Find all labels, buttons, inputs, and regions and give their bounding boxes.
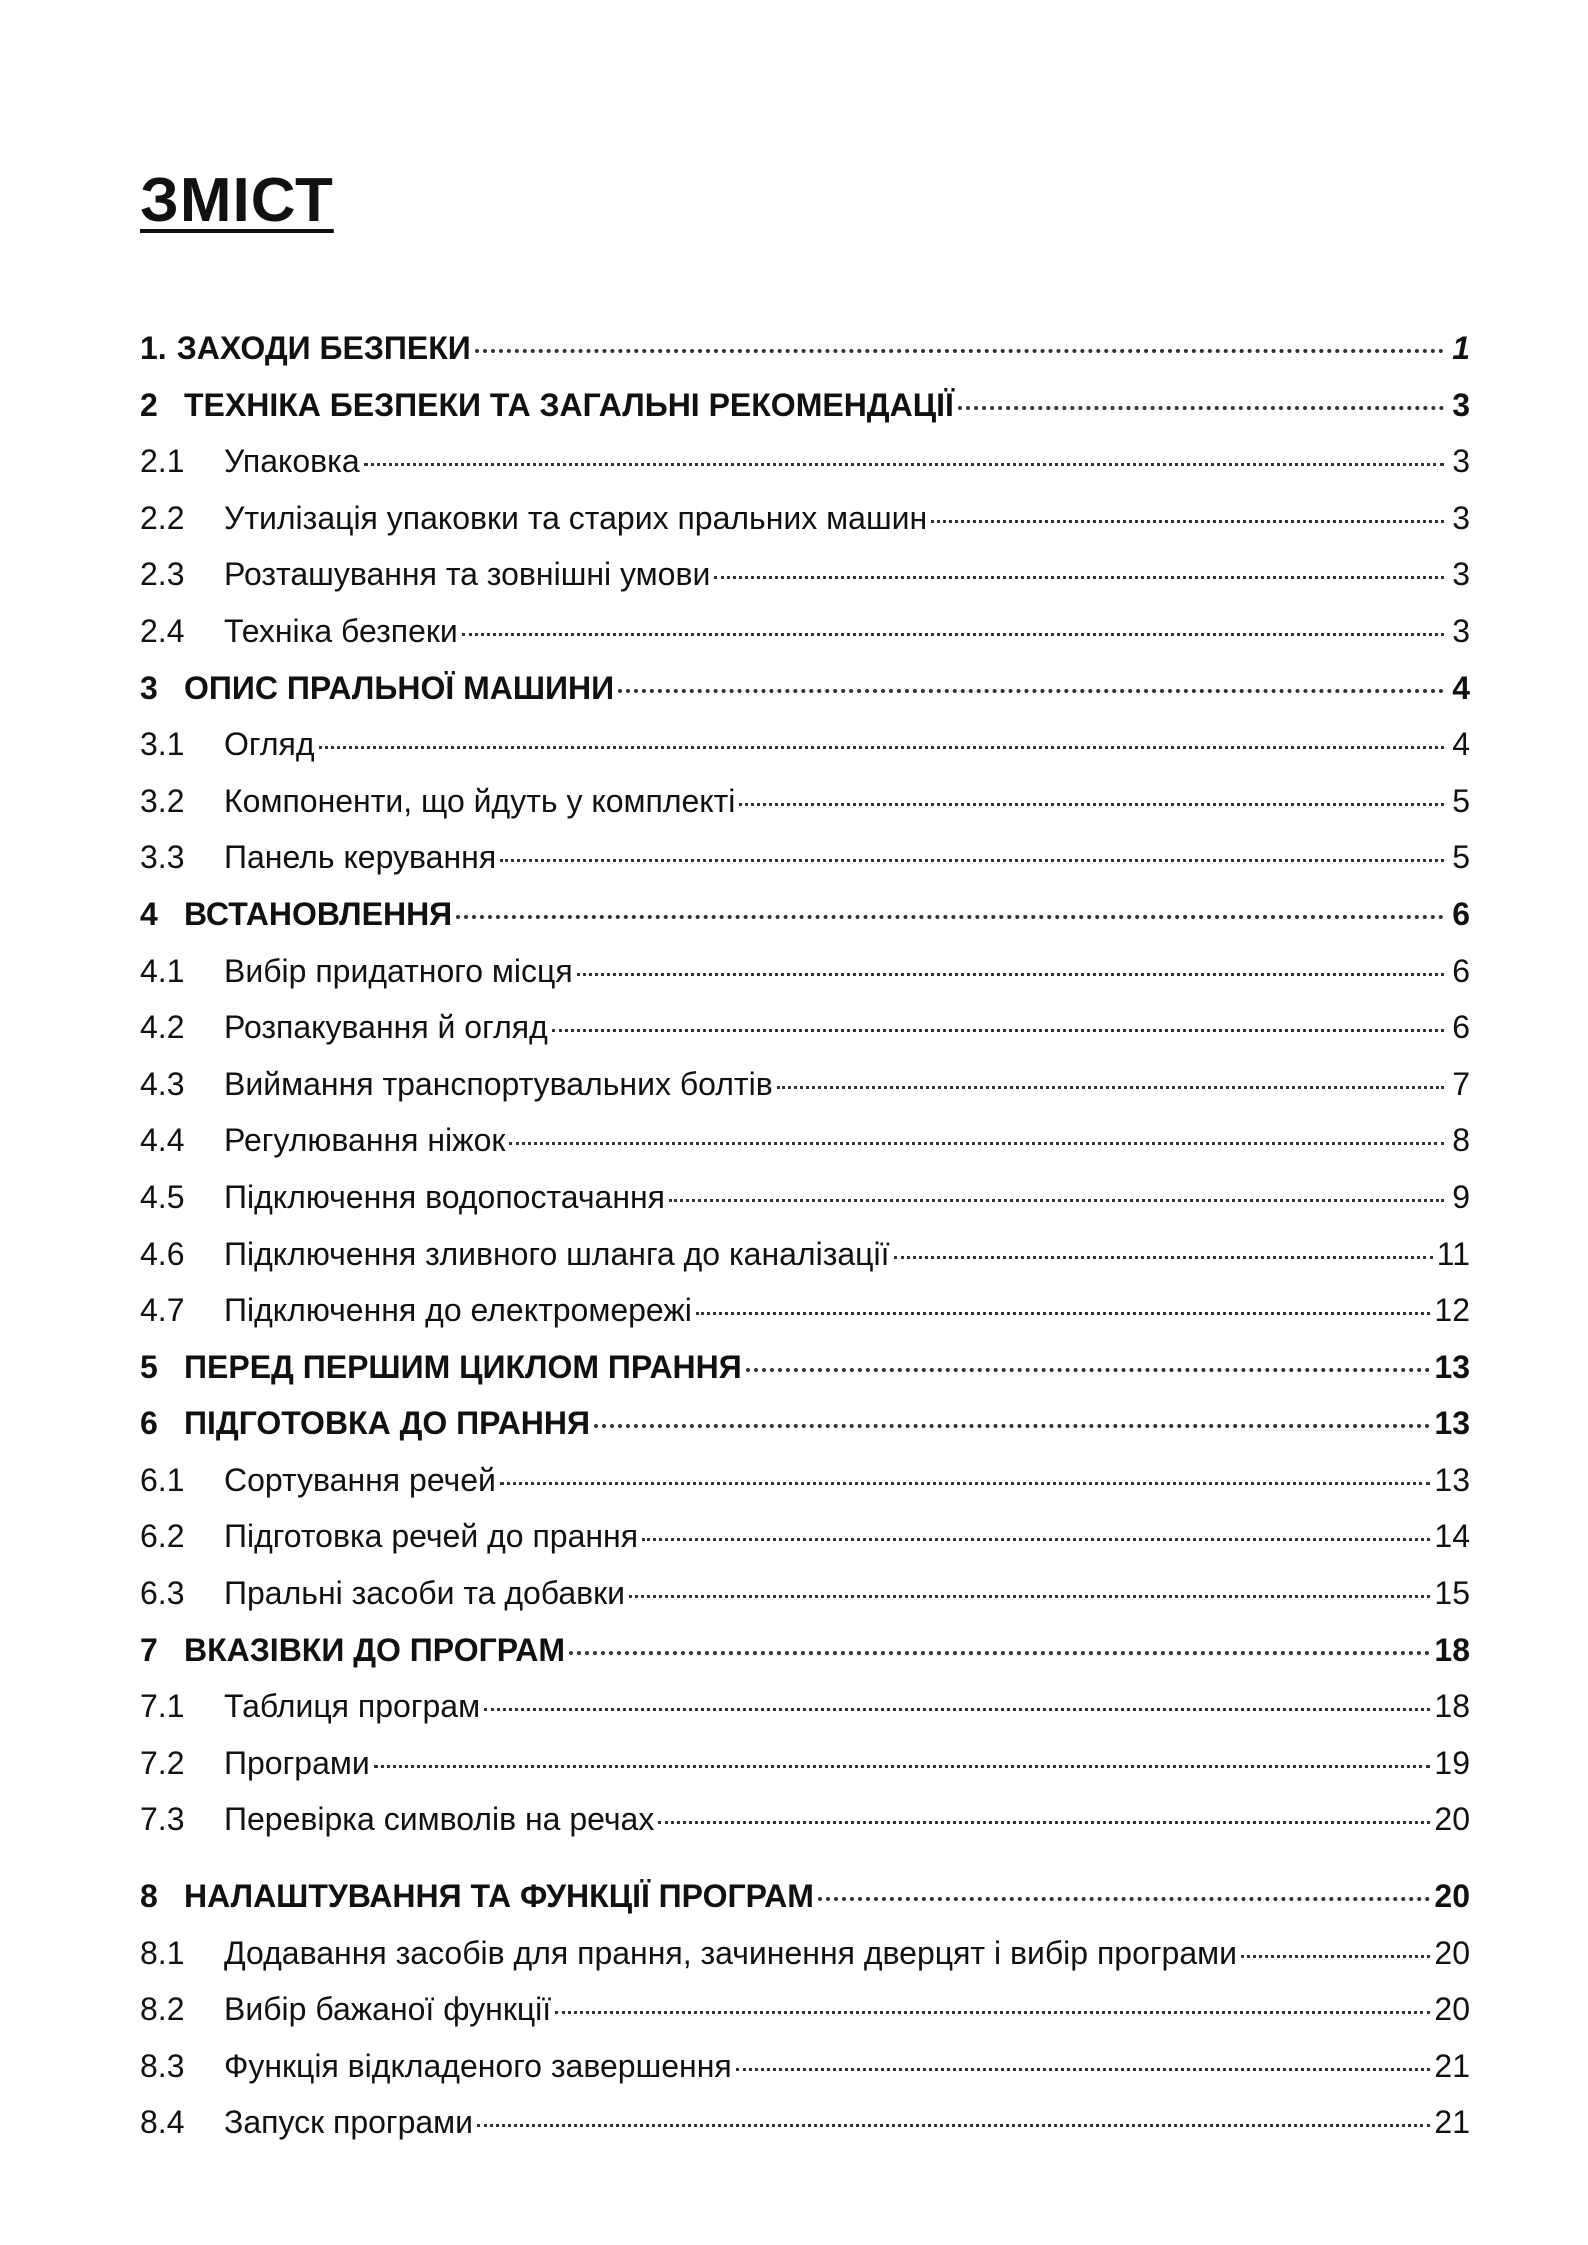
toc-entry-label: Вибір бажаної функції — [224, 1991, 552, 2028]
toc-dot-leader — [577, 973, 1444, 976]
toc-entry-label: ПІДГОТОВКА ДО ПРАННЯ — [184, 1405, 591, 1442]
toc-entry-page-number: 4 — [1452, 669, 1470, 706]
toc-entry-label: Сортування речей — [224, 1461, 496, 1498]
toc-dot-leader — [462, 633, 1444, 636]
toc-dot-leader — [509, 1142, 1444, 1145]
toc-entry-number: 8.2 — [140, 1991, 185, 2028]
toc-entry-label: Регулювання ніжок — [224, 1122, 506, 1159]
toc-entry-page-number: 9 — [1452, 1178, 1470, 1215]
toc-entry-label: Розташування та зовнішні умови — [224, 556, 711, 593]
toc-entry-page-number: 13 — [1434, 1461, 1470, 1498]
toc-entry-label: ТЕХНІКА БЕЗПЕКИ ТА ЗАГАЛЬНІ РЕКОМЕНДАЦІЇ — [184, 386, 954, 423]
toc-entry-number: 6 — [140, 1405, 158, 1442]
toc-entry-page-number: 3 — [1452, 612, 1470, 649]
toc-entry-page-number: 3 — [1452, 443, 1470, 480]
toc-dot-leader — [484, 1708, 1430, 1711]
toc-entry-number: 7.1 — [140, 1688, 185, 1725]
toc-subsection-row — [140, 1009, 1470, 1066]
toc-dot-leader — [569, 1651, 1430, 1655]
toc-entry-label: Вибір придатного місця — [224, 952, 573, 989]
toc-entry-page-number: 6 — [1452, 952, 1470, 989]
toc-subsection-row — [140, 1935, 1470, 1992]
toc-entry-page-number: 20 — [1434, 1878, 1470, 1915]
toc-entry-label: Додавання засобів для прання, зачинення дверцят і вибір програми — [224, 1934, 1237, 1971]
toc-section-row — [140, 896, 1470, 953]
toc-subsection-row — [140, 1745, 1470, 1802]
toc-dot-leader — [958, 406, 1444, 410]
toc-entry-number: 4.4 — [140, 1122, 185, 1159]
toc-dot-leader — [364, 463, 1444, 466]
toc-subsection-row — [140, 726, 1470, 783]
toc-entry-label: Огляд — [224, 726, 315, 763]
toc-entry-number: 4.3 — [140, 1065, 185, 1102]
toc-dot-leader — [1241, 1955, 1430, 1958]
toc-entry-number: 3.2 — [140, 782, 185, 819]
toc-dot-leader — [374, 1765, 1431, 1768]
toc-entry-label: НАЛАШТУВАННЯ ТА ФУНКЦІЇ ПРОГРАМ — [184, 1878, 814, 1915]
toc-section-row — [140, 387, 1470, 444]
toc-subsection-row — [140, 1236, 1470, 1293]
toc-entry-page-number: 11 — [1436, 1235, 1470, 1272]
toc-entry-page-number: 4 — [1452, 726, 1470, 763]
toc-dot-leader — [475, 349, 1444, 353]
toc-entry-number: 7.3 — [140, 1801, 185, 1838]
toc-entry-number: 4.7 — [140, 1292, 185, 1329]
toc-subsection-row — [140, 1801, 1470, 1858]
toc-dot-leader — [477, 2124, 1430, 2127]
toc-section-row — [140, 1632, 1470, 1689]
toc-entry-page-number: 8 — [1452, 1122, 1470, 1159]
toc-entry-number: 4 — [140, 895, 158, 932]
toc-entry-page-number: 15 — [1434, 1575, 1470, 1612]
toc-dot-leader — [500, 859, 1444, 862]
toc-entry-number: 3 — [140, 669, 158, 706]
toc-subsection-row — [140, 953, 1470, 1010]
toc-dot-leader — [552, 1029, 1444, 1032]
toc-entry-label: Виймання транспортувальних болтів — [224, 1065, 773, 1102]
toc-entry-page-number: 18 — [1434, 1631, 1470, 1668]
toc-entry-number: 8.3 — [140, 2047, 185, 2084]
toc-entry-label: Запуск програми — [224, 2104, 474, 2141]
toc-entry-label: Функція відкладеного завершення — [224, 2047, 732, 2084]
toc-entry-page-number: 19 — [1434, 1744, 1470, 1781]
toc-entry-label: ПЕРЕД ПЕРШИМ ЦИКЛОМ ПРАННЯ — [184, 1348, 742, 1385]
toc-entry-label: Компоненти, що йдуть у комплекті — [224, 782, 736, 819]
toc-subsection-row — [140, 1122, 1470, 1179]
toc-section-row — [140, 1878, 1470, 1935]
toc-entry-page-number: 14 — [1434, 1518, 1470, 1555]
toc-entry-label: ВСТАНОВЛЕННЯ — [184, 895, 453, 932]
toc-entry-page-number: 5 — [1452, 839, 1470, 876]
toc-entry-number: 8.1 — [140, 1934, 185, 1971]
toc-entry-number: 2.2 — [140, 499, 185, 536]
toc-entry-number: 5 — [140, 1348, 158, 1385]
toc-entry-number: 3.3 — [140, 839, 185, 876]
toc-entry-number: 4.1 — [140, 952, 185, 989]
toc-entry-label: Панель керування — [224, 839, 497, 876]
toc-dot-leader — [739, 803, 1444, 806]
toc-subsection-row — [140, 2104, 1470, 2161]
toc-entry-page-number: 3 — [1452, 499, 1470, 536]
toc-entry-page-number: 5 — [1452, 782, 1470, 819]
toc-dot-leader — [500, 1482, 1431, 1485]
toc-entry-page-number: 20 — [1434, 1991, 1470, 2028]
toc-subsection-row — [140, 613, 1470, 670]
toc-dot-leader — [777, 1086, 1444, 1089]
toc-entry-label: ЗАХОДИ БЕЗПЕКИ — [176, 330, 471, 366]
toc-entry-page-number: 13 — [1434, 1405, 1470, 1442]
toc-dot-leader — [642, 1538, 1430, 1541]
toc-entry-number: 6.1 — [140, 1461, 185, 1498]
toc-entry-label: Підключення до електромережі — [224, 1292, 692, 1329]
toc-dot-leader — [669, 1199, 1444, 1202]
toc-entry-page-number: 20 — [1434, 1801, 1470, 1838]
toc-entry-number: 2.3 — [140, 556, 185, 593]
toc-entry-number: 8.4 — [140, 2104, 185, 2141]
toc-entry-page-number: 20 — [1434, 1934, 1470, 1971]
toc-subsection-row — [140, 556, 1470, 613]
toc-dot-leader — [456, 915, 1444, 919]
toc-entry-page-number: 12 — [1434, 1292, 1470, 1329]
toc-entry-page-number: 6 — [1452, 1009, 1470, 1046]
toc-entry-label: ОПИС ПРАЛЬНОЇ МАШИНИ — [184, 669, 615, 706]
toc-entry-number: 4.6 — [140, 1235, 185, 1272]
toc-entry-page-number: 7 — [1452, 1065, 1470, 1102]
page-title: ЗМІСТ — [140, 166, 334, 235]
toc-dot-leader — [818, 1897, 1430, 1901]
toc-dot-leader — [746, 1368, 1431, 1372]
toc-dot-leader — [931, 520, 1444, 523]
toc-entry-page-number: 21 — [1434, 2104, 1470, 2141]
toc-dot-leader — [696, 1312, 1431, 1315]
toc-entry-number: 6.2 — [140, 1518, 185, 1555]
toc-entry-page-number: 3 — [1452, 386, 1470, 423]
toc-entry-number: 3.1 — [140, 726, 185, 763]
toc-entry-label: Пральні засоби та добавки — [224, 1575, 626, 1612]
toc-subsection-row — [140, 1518, 1470, 1575]
toc-entry-number: 1. — [140, 330, 167, 366]
toc-subsection-row — [140, 1179, 1470, 1236]
toc-dot-leader — [714, 576, 1444, 579]
toc-entry-number: 7 — [140, 1631, 158, 1668]
toc-subsection-row — [140, 1462, 1470, 1519]
toc-entry-label: Таблиця програм — [224, 1688, 481, 1725]
toc-dot-leader — [618, 689, 1444, 693]
toc-entry-number: 4.5 — [140, 1178, 185, 1215]
toc-entry-label: Програми — [224, 1744, 370, 1781]
toc-entry-page-number: 3 — [1452, 556, 1470, 593]
toc-entry-label: Підключення зливного шланга до каналізації — [224, 1235, 890, 1272]
toc-dot-leader — [594, 1424, 1430, 1428]
toc-entry-page-number: 18 — [1434, 1688, 1470, 1725]
toc-entry-label: Утилізація упаковки та старих пральних машин — [224, 499, 928, 536]
toc-subsection-row — [140, 500, 1470, 557]
toc-subsection-row — [140, 1292, 1470, 1349]
toc-dot-leader — [555, 2011, 1430, 2014]
toc-subsection-row — [140, 1688, 1470, 1745]
toc-entry-page-number: 21 — [1434, 2047, 1470, 2084]
toc-dot-leader — [658, 1821, 1430, 1824]
toc-entry-number: 2.4 — [140, 612, 185, 649]
toc-dot-leader — [629, 1595, 1430, 1598]
toc-section-row — [140, 330, 1470, 387]
toc-subsection-row — [140, 2048, 1470, 2105]
toc-subsection-row — [140, 1066, 1470, 1123]
toc-entry-label: Перевірка символів на речах — [224, 1801, 655, 1838]
toc-entry-label: Підключення водопостачання — [224, 1178, 665, 1215]
toc-entry-label: Упаковка — [224, 443, 360, 480]
toc-subsection-row — [140, 839, 1470, 896]
toc-entry-page-number: 13 — [1434, 1348, 1470, 1385]
toc-section-row — [140, 670, 1470, 727]
toc-entry-number: 2 — [140, 386, 158, 423]
toc-entry-label: Розпакування й огляд — [224, 1009, 548, 1046]
toc-entry-number: 6.3 — [140, 1575, 185, 1612]
toc-dot-leader — [894, 1256, 1433, 1259]
toc-subsection-row — [140, 1575, 1470, 1632]
toc-entry-number: 2.1 — [140, 443, 185, 480]
toc-section-row — [140, 1349, 1470, 1406]
toc-entry-label: ВКАЗІВКИ ДО ПРОГРАМ — [184, 1631, 566, 1668]
toc-subsection-row — [140, 1991, 1470, 2048]
toc-entry-number: 8 — [140, 1878, 158, 1915]
toc-entry-number: 7.2 — [140, 1744, 185, 1781]
toc-dot-leader — [319, 746, 1444, 749]
toc-section-row — [140, 1405, 1470, 1462]
toc-entry-label: Підготовка речей до прання — [224, 1518, 639, 1555]
toc-subsection-row — [140, 783, 1470, 840]
toc-subsection-row — [140, 443, 1470, 500]
toc-entry-page-number: 6 — [1452, 895, 1470, 932]
toc-dot-leader — [736, 2068, 1431, 2071]
toc-entry-number: 4.2 — [140, 1009, 185, 1046]
table-of-contents — [140, 330, 1470, 2161]
toc-entry-label: Техніка безпеки — [224, 612, 458, 649]
toc-entry-page-number: 1 — [1452, 330, 1470, 366]
